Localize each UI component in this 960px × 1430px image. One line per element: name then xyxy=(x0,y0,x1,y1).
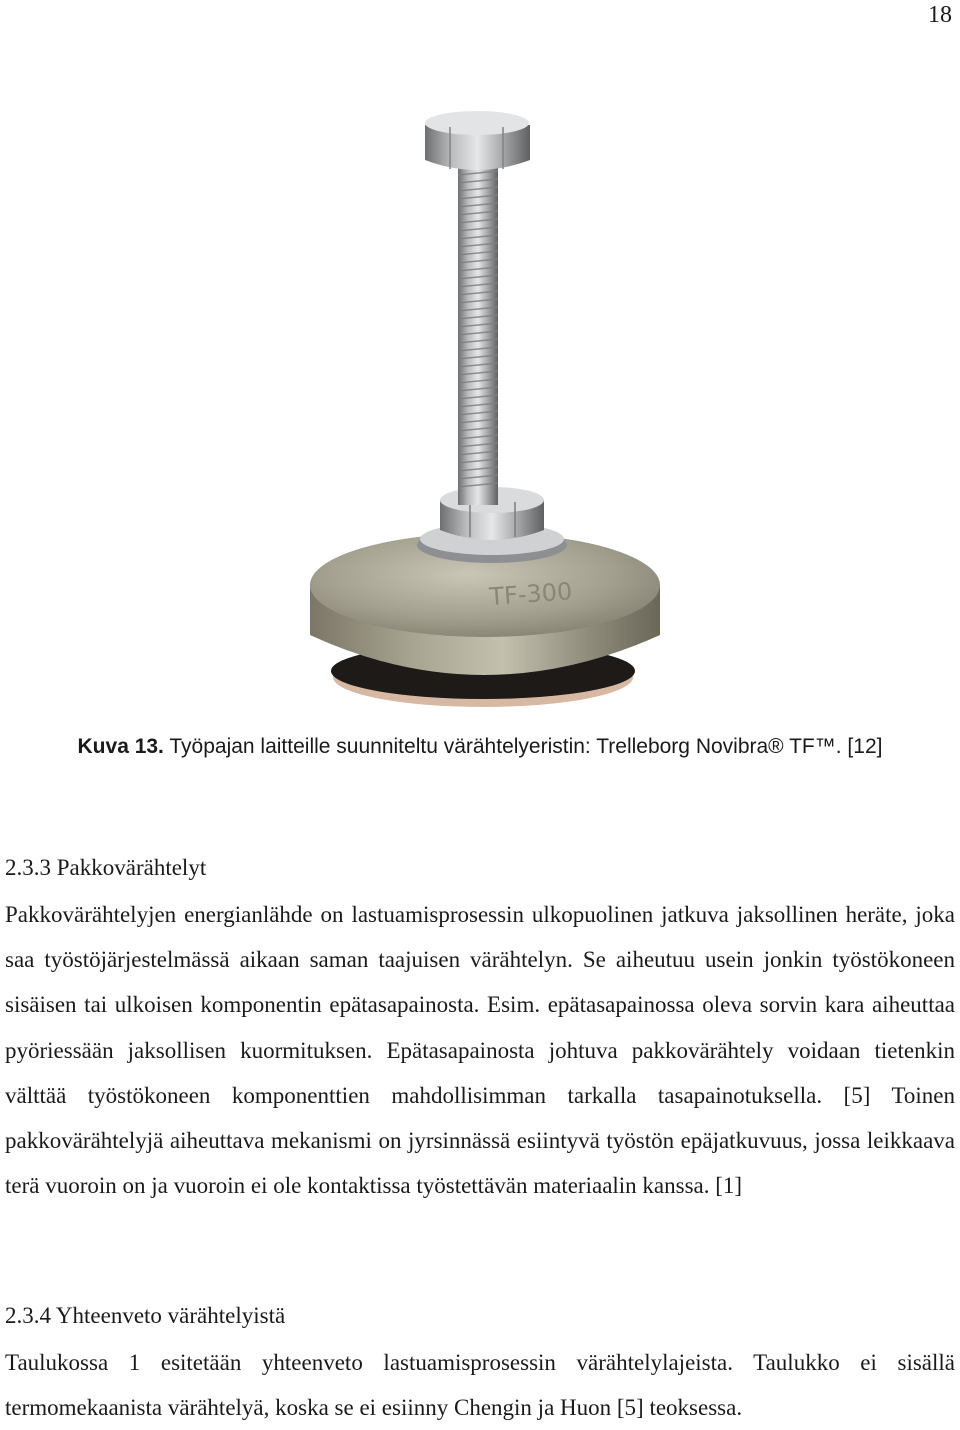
page-number: 18 xyxy=(928,2,952,28)
section-paragraph: Taulukossa 1 esitetään yhteenveto lastuamisprosessin värähtelylajeista. Taulukko ei sisällä termomekaanista värähtelyä, koska se ei esiinny Chengin ja Huon [5] teoksessa. xyxy=(5,1350,955,1421)
section-heading: 2.3.3 Pakkovärähtelyt xyxy=(5,855,207,880)
caption-label: Kuva 13. xyxy=(77,735,164,758)
figure-caption xyxy=(0,735,960,759)
base-marking: TF-300 xyxy=(488,577,574,611)
caption-text: Työpajan laitteille suunniteltu värähtelyeristin: Trelleborg Novibra® TF™. [12] xyxy=(163,735,883,758)
vibration-isolator-photo xyxy=(290,105,680,715)
section-paragraph: Pakkovärähtelyjen energianlähde on lastuamisprosessin ulkopuolinen jatkuva jaksollinen heräte, joka saa työstöjärjestelmässä aikaan saman taajuisen värähtelyn. Se aiheutuu usein jonkin työstökoneen sisäisen tai ulkoisen komponentin epätasapainosta. Esim. epätasapainossa oleva sorvin kara aiheuttaa pyöriessään jaksollisen kuormituksen. Epätasapainosta johtuva pakkovärähtely voidaan tietenkin välttää työstökoneen komponenttien mahdollisimman tarkalla tasapainotuksella. [5] Toinen pakkovärähtelyjä aiheuttava mekanismi on jyrsinnässä esiintyvä työstön epäjatkuvuus, jossa leikkaava terä vuoroin on ja vuoroin ei ole kontaktissa työstettävän materiaalin kanssa. [1] xyxy=(5,902,955,1199)
section-heading: 2.3.4 Yhteenveto värähtelyistä xyxy=(5,1303,286,1328)
